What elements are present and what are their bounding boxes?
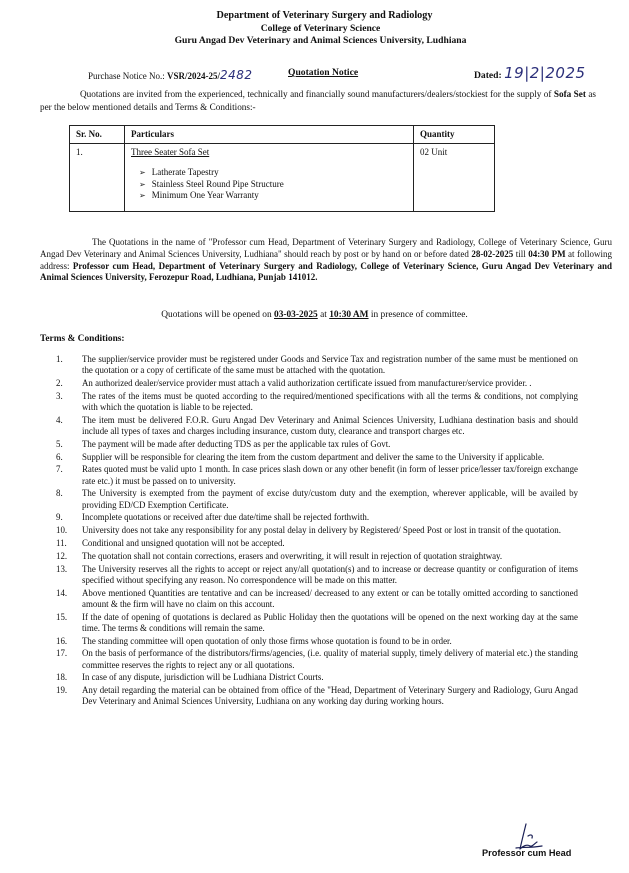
term-number: 11. <box>56 537 67 548</box>
item-name: Three Seater Sofa Set <box>131 147 210 157</box>
submission-text-1: The Quotations in the name of "Professor cum Head, Department of Veterinary Surgery and Radiology, College of Veterinary Science, Guru Angad Dev Veterinary and Animal Sciences University, Ludhiana" should reach by post or by hand on or before dated <box>40 237 612 259</box>
intro-text-after: as per the below mentioned details and Terms & Conditions:- <box>40 89 596 112</box>
signatory-title: Professor cum Head <box>482 848 572 858</box>
term-number: 18. <box>56 672 68 683</box>
term-text: Above mentioned Quantities are tentative and can be increased/ decreased to any extent or can be totally omitted according to sanctioned amount & the firm will have no claim on this account. <box>82 587 578 609</box>
term-number: 5. <box>56 438 63 449</box>
term-text: The supplier/service provider must be registered under Goods and Service Tax and registration number of the same must be mentioned on the quotation or a copy of certificate of the same must be attached with the quotation. <box>82 354 578 376</box>
list-item <box>40 612 578 634</box>
term-text: Any detail regarding the material can be obtained from office of the "Head, Department of Veterinary Surgery and Radiology, Guru Angad Dev Veterinary and Animal Sciences University, Ludhiana on any working day during working hours. <box>82 685 578 707</box>
purchase-label: Purchase Notice No.: <box>88 71 165 81</box>
submission-text-2: till <box>513 248 529 259</box>
term-number: 16. <box>56 635 68 646</box>
term-number: 12. <box>56 550 68 561</box>
opening-text-3: in presence of committee. <box>368 310 468 320</box>
list-item <box>40 512 578 523</box>
spec-item: ➢ Minimum One Year Warranty <box>139 190 407 202</box>
row-sr-no: 1. <box>70 144 125 212</box>
term-number: 10. <box>56 525 68 536</box>
items-table <box>69 125 495 212</box>
list-item <box>40 488 578 510</box>
term-number: 15. <box>56 611 68 622</box>
list-item <box>40 648 578 670</box>
term-text: Rates quoted must be valid upto 1 month. In case prices slash down or any other benefit (in form of lesser price/lesser tax/foreign exchange rate etc.) it must be passed on to university. <box>82 464 578 486</box>
term-number: 1. <box>56 354 63 364</box>
term-number: 2. <box>56 378 63 388</box>
term-text: The University is exempted from the payment of excise duty/custom duty and the exemption, wherever applicable, will be availed by providing ED/CD Exemption Certificate. <box>82 488 578 510</box>
list-item <box>40 588 578 610</box>
list-item <box>40 636 578 647</box>
terms-heading: Terms & Conditions: <box>40 334 125 344</box>
list-item <box>40 685 578 707</box>
opening-text-1: Quotations will be opened on <box>161 310 274 320</box>
list-item <box>40 439 578 450</box>
term-text: Incomplete quotations or received after due date/time shall be rejected forthwith. <box>82 512 370 523</box>
opening-time: 10:30 AM <box>329 310 369 320</box>
term-number: 8. <box>56 488 63 499</box>
row-particulars <box>125 144 414 212</box>
submission-date: 28-02-2025 <box>471 248 514 259</box>
term-number: 7. <box>56 464 63 475</box>
term-text: The payment will be made after deducting TDS as per the applicable tax rules of Govt. <box>82 438 391 449</box>
college-name: College of Veterinary Science <box>260 23 381 34</box>
term-text: University does not take any responsibility for any postal delay in delivery by Registered/ Speed Post or lost in transit of the quotation. <box>82 525 561 536</box>
table-header-row <box>70 126 495 144</box>
submission-text-3: at following address: <box>40 248 612 271</box>
list-item <box>40 525 578 536</box>
list-item <box>40 672 578 683</box>
list-item <box>40 464 578 486</box>
term-number: 6. <box>56 451 63 462</box>
submission-address: Professor cum Head, Department of Veterinary Surgery and Radiology, College of Veterinary Science, Guru Angad Dev Veterinary and Animal Sciences University, Ferozepur Road, Ludhiana, Punjab 141012. <box>40 260 612 283</box>
list-item <box>40 551 578 562</box>
term-text: Conditional and unsigned quotation will not be accepted. <box>82 537 285 548</box>
spec-item: ➢ Stainless Steel Round Pipe Structure <box>139 179 407 191</box>
list-item <box>40 538 578 549</box>
intro-text-before: Quotations are invited from the experienced, technically and financially sound manufacturers/dealers/stockiest for the supply of <box>80 89 554 99</box>
dated-label: Dated: <box>474 70 502 81</box>
term-number: 3. <box>56 390 63 401</box>
header-sr-no: Sr. No. <box>70 126 125 144</box>
term-text: The item must be delivered F.O.R. Guru Angad Dev Veterinary and Animal Sciences University, Ludhiana destination basis and should include all types of taxes and charges including insurance, custom duty, clearance and transport charges etc. <box>82 414 578 436</box>
purchase-prefix: VSR/2024-25/ <box>166 71 220 81</box>
term-number: 13. <box>56 563 68 574</box>
purchase-notice-number <box>88 68 253 82</box>
opening-line <box>0 310 629 320</box>
notice-date <box>474 64 586 82</box>
term-text: The rates of the items must be quoted according to the required/mentioned specifications with all the terms & conditions, not complying with which the quotation is liable to be rejected. <box>82 390 578 412</box>
date-handwritten: 19|2|2025 <box>504 64 586 82</box>
term-text: On the basis of performance of the distributors/firms/agencies, (i.e. quality of material supply, timely delivery of material etc.) the standing committee reserves the rights to reject any or all quotations. <box>82 648 578 670</box>
term-number: 14. <box>56 587 68 598</box>
term-text: Supplier will be responsible for clearing the item from the custom department and deliver the same to the University if applicable. <box>82 451 545 462</box>
university-name: Guru Angad Dev Veterinary and Animal Sciences University, Ludhiana <box>174 35 467 46</box>
term-text: In case of any dispute, jurisdiction will be Ludhiana District Courts. <box>82 672 324 683</box>
spec-item: ➢ Latherate Tapestry <box>139 167 407 179</box>
list-item <box>40 564 578 586</box>
term-number: 17. <box>56 648 68 659</box>
opening-text-2: at <box>317 310 330 320</box>
term-number: 4. <box>56 414 63 425</box>
term-text: An authorized dealer/service provider must attach a valid authorization certificate issued from manufacturer/service provider. . <box>82 378 532 388</box>
term-text: The quotation shall not contain corrections, erasers and overwriting, it will result in rejection of quotation straightway. <box>82 550 503 561</box>
row-quantity: 02 Unit <box>414 144 495 212</box>
department-name: Department of Veterinary Surgery and Radiology <box>216 10 433 21</box>
header-particulars: Particulars <box>125 126 414 144</box>
list-item <box>40 378 578 389</box>
term-text: If the date of opening of quotations is declared as Public Holiday then the quotations will be opened on the next working day at the same time. The terms & conditions will remain the same. <box>82 611 578 633</box>
submission-time: 04:30 PM <box>528 248 566 259</box>
opening-date: 03-03-2025 <box>274 310 318 320</box>
list-item <box>40 452 578 463</box>
notice-title: Quotation Notice <box>288 67 359 78</box>
purchase-number-handwritten: 2482 <box>220 68 253 82</box>
header-quantity: Quantity <box>414 126 495 144</box>
term-number: 19. <box>56 685 68 696</box>
term-text: The University reserves all the rights to accept or reject any/all quotation(s) and to increase or decrease quantity or configuration of items specified without specifying any reason. No correspondence will be made on this matter. <box>82 563 578 585</box>
term-text: The standing committee will open quotation of only those firms whose quotation is found to be in order. <box>82 635 452 646</box>
list-item <box>40 354 578 376</box>
terms-list <box>40 354 578 709</box>
term-number: 9. <box>56 512 63 523</box>
submission-paragraph <box>40 237 612 284</box>
table-row <box>70 144 495 212</box>
list-item <box>40 391 578 413</box>
intro-item: Sofa Set <box>553 89 586 99</box>
intro-paragraph <box>40 88 596 113</box>
spec-list <box>131 167 407 208</box>
list-item <box>40 415 578 437</box>
